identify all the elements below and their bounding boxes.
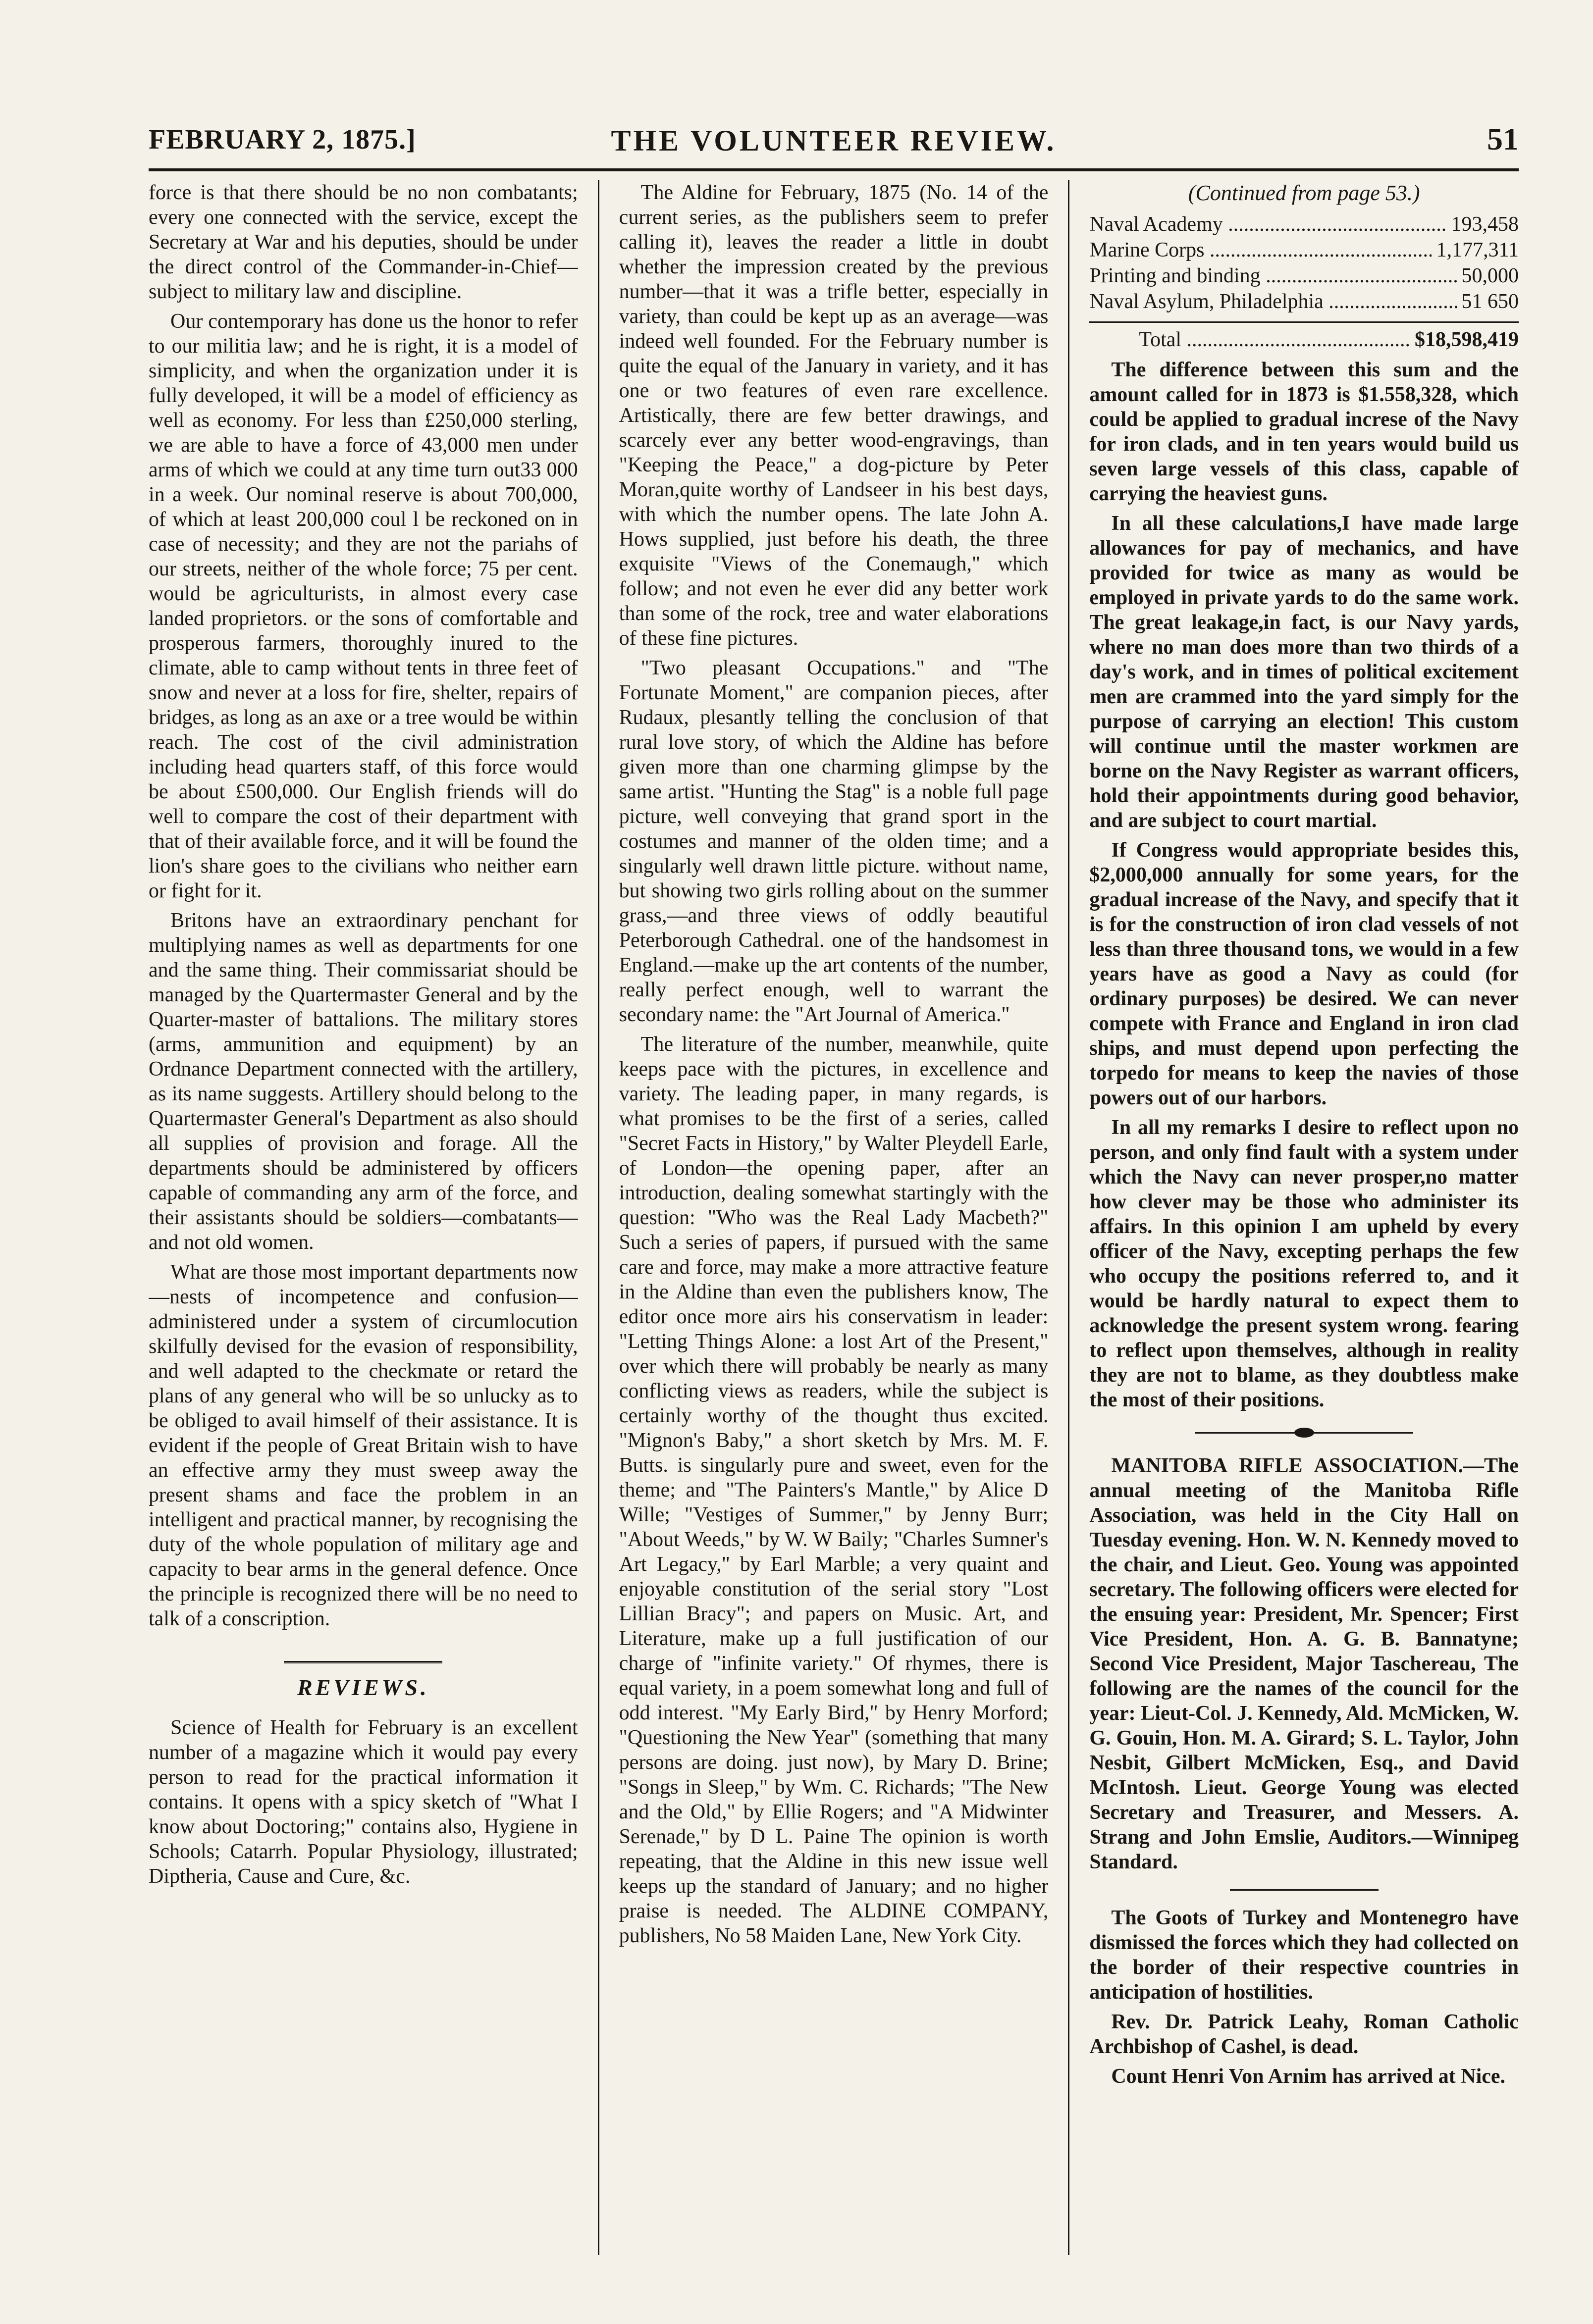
section-divider <box>1195 1432 1413 1434</box>
row-amount: 50,000 <box>1461 264 1519 287</box>
section-divider <box>1230 1889 1379 1891</box>
journal-title: THE VOLUNTEER REVIEW. <box>611 124 1057 157</box>
row-amount: 51 650 <box>1461 290 1519 313</box>
page-number: 51 <box>1487 121 1519 156</box>
navy-paragraph: If Congress would appropriate besides this, $2,000,000 annually for some years, for the gradual increase of the Navy, and specify that it is for the construction of iron clad vessels of not less than three thousand tons, we would in a few years have as good a Navy as could (for ordinary purposes) be desired. We can never compete with France and England in iron clad ships, and must depend upon perfecting the torpedo for means to keep the navies of those powers out of our harbors. <box>1089 839 1519 1109</box>
row-label: Naval Academy ..... <box>1089 211 1446 237</box>
review-paragraph: Science of Health for February is an excellent number of a magazine which it would pay every person to read for the practical information it contains. It opens with a spicy sketch of "What I know about Doctoring;" contains also, Hygiene in Schools; Catarrh. Popular Physiology, illustrated; Diptheria, Cause and Cure, &c. <box>149 1716 578 1888</box>
navy-paragraph: The difference between this sum and the amount called for in 1873 is $1.558,328, which could be applied to gradual increse of the Navy for iron clads, and in ten years would build us seven large vessels of this class, capable of carrying the heaviest guns. <box>1089 359 1519 505</box>
manitoba-rifle-paragraph: MANITOBA RIFLE ASSOCIATION.—The annual meeting of the Manitoba Rifle Association, was held in the City Hall on Tuesday evening. Hon. W. N. Kennedy moved to the chair, and Lieut. Geo. Young was appointed secretary. The following officers were elected for the ensuing year: President, Mr. Spencer; First Vice President, Hon. A. G. B. Bannatyne; Second Vice President, Major Taschereau, The following are the names of the council for the year: Lieut-Col. J. Kennedy, Ald. McMicken, W. G. Gouin, Hon. M. A. Girard; S. L. Taylor, John Nesbit, Gilbert McMicken, Esq., and David McIntosh. Lieut. George Young was elected Secretary and Treasurer, and Messers. A. Strang and John Emslie, Auditors.—Winnipeg Standard. <box>1089 1454 1519 1873</box>
news-item: Rev. Dr. Patrick Leahy, Roman Catholic Archbishop of Cashel, is dead. <box>1089 2011 1519 2058</box>
militia-paragraph: force is that there should be no non combatants; every one connected with the service, except the Secretary at War and his deputies, should be under the direct control of the Commander-in-Chief—subject to military law and discipline. <box>149 181 578 303</box>
reviews-heading: REVIEWS. <box>297 1675 429 1700</box>
row-label: Printing and binding ..... <box>1089 263 1456 289</box>
table-row <box>1089 211 1519 237</box>
table-total-row <box>1089 321 1519 353</box>
row-label: Marine Corps ..... <box>1089 237 1431 263</box>
news-item: The Goots of Turkey and Montenegro have dismissed the forces which they had collected on the border of their respective countries in anticipation of hostilities. <box>1089 1907 1519 2004</box>
column-middle <box>599 180 1070 2255</box>
masthead <box>149 114 1519 171</box>
militia-paragraph: What are those most important departments now—nests of incompetence and confusion—administered under a system of circumlocution skilfully devised for the evasion of responsibility, and well adapted to the checkmate or retard the plans of any general who will be so unlucky as to be obliged to avail himself of their assistance. It is evident if the people of Great Britain wish to have an effective army they must sweep away the present shams and face the problem in an intelligent and practical manner, by recognising the duty of the whole population of military age and capacity to bear arms in the general defence. Once the principle is recognized there will be no need to talk of a conscription. <box>149 1261 578 1630</box>
navy-paragraph: In all my remarks I desire to reflect upon no person, and only find fault with a system under which the Navy can never prosper,no matter how clever may be those who administer its affairs. In this opinion I am upheld by every officer of the Navy, excepting perhaps the few who occupy the positions referred to, and it would be hardly natural to expect them to acknowledge the present system wrong. fearing to reflect upon themselves, although in reality they are not to blame, as they doubtless make the most of their positions. <box>1089 1116 1519 1411</box>
table-row <box>1089 237 1519 263</box>
aldine-review-paragraph: The Aldine for February, 1875 (No. 14 of the current series, as the publishers seem to prefer calling it), leaves the reader a little in doubt whether the impression created by the previous number—that it was a trifle better, especially in variety, than could be kept up as an average—was indeed well founded. For the February number is quite the equal of the January in variety, and it has one or two features of even rare excellence. Artistically, there are few better drawings, and scarcely ever any better wood-engravings, than "Keeping the Peace," a dog-picture by Peter Moran,quite worthy of Landseer in his best days, with which the number opens. The late John A. Hows supplied, just before his death, the three exquisite "Views of the Conemaugh," which follow; and not even he ever did any better work than some of the rock, tree and water elaborations of these fine pictures. <box>619 181 1049 650</box>
table-row <box>1089 263 1519 289</box>
total-amount: $18,598,419 <box>1415 328 1519 351</box>
row-label: Naval Asylum, Philadelphia ..... <box>1089 289 1456 314</box>
issue-date: FEBRUARY 2, 1875.] <box>149 124 416 155</box>
aldine-review-paragraph: The literature of the number, meanwhile, quite keeps pace with the pictures, in excellence and variety. The leading paper, in many regards, is what promises to be the first of a series, called "Secret Facts in History," by Walter Pleydell Earle, of London—the opening paper, after an introduction, dealing somewhat startingly with the question: "Who was the Real Lady Macbeth?" Such a series of papers, if pursued with the same care and force, may make a more attractive feature in the Aldine than even the publishers know, The editor once more airs his conservatism in leader: "Letting Things Alone: a lost Art of the Present," over which there will probably be nearly as many conflicting views as readers, while the subject is certainly worthy of the thought thus excited. "Mignon's Baby," a short sketch by Mrs. M. F. Butts. is singularly pure and sweet, even for the theme; and "The Painters's Mantle," by Alice D Wille; "Vestiges of Summer," by Jenny Burr; "About Weeds," by W. W Baily; "Charles Sumner's Art Legacy," by Earl Marble; a very quaint and enjoyable constitution of the serial story "Lost Lillian Bracy"; and papers on Music. Art, and Literature, make up a full justification of our charge of "infinite variety." Of rhymes, there is equal variety, in a poem somewhat long and full of odd interest. "My Early Bird," by Henry Morford; "Questioning the New Year" (something that many persons are doing. just now), by Mary D. Brine; "Songs in Sleep," by Wm. C. Richards; "The New and the Old," by Ellie Rogers; and "A Midwinter Serenade," by D L. Paine The opinion is worth repeating, that the Aldine in this new issue well keeps up the standard of January; and no higher praise is needed. The ALDINE COMPANY, publishers, No 58 Maiden Lane, New York City. <box>619 1033 1049 1947</box>
continued-note: (Continued from page 53.) <box>1188 181 1420 205</box>
news-item: Count Henri Von Arnim has arrived at Nice. <box>1111 2065 1506 2088</box>
column-right <box>1069 180 1519 2255</box>
navy-paragraph: In all these calculations,I have made large allowances for pay of mechanics, and have provided for twice as many as would be employed in private yards to do the same work. The great leakage,in fact, is our Navy yards, where no man does more than two thirds of a day's work, and in times of political excitement men are crammed into the yard simply for the purpose of carrying an election! This custom will continue until the master workmen are borne on the Navy Register as warrant officers, hold their appointments during good behavior, and are subject to court martial. <box>1089 512 1519 832</box>
section-divider <box>284 1661 442 1666</box>
article-columns <box>149 180 1519 2255</box>
total-label: Total ..... <box>1089 327 1410 353</box>
militia-paragraph: Our contemporary has done us the honor to refer to our militia law; and he is right, it is a model of simplicity, and when the organization under it is fully developed, it will be a model of efficiency as well as economy. For less than £250,000 sterling, we are able to have a force of 43,000 men under arms of which we could at any time turn out33 000 in a week. Our nominal reserve is about 700,000, of which at least 200,000 coul l be reckoned on in case of necessity; and they are not the pariahs of our streets, neither of the whole force; 75 per cent. would be agriculturists, in almost every case landed proprietors. or the sons of comfortable and prosperous farmers, thoroughly inured to the climate, able to camp without tents in three feet of snow and never at a loss for fire, shelter, repairs of bridges, as long as an axe or a tree would be within reach. The cost of the civil administration including head quarters staff, of this force would be about £500,000. Our English friends will do well to compare the cost of their department with that of their available force, and it will be found the lion's share goes to the civilians who neither earn or fight for it. <box>149 310 578 902</box>
column-left <box>149 180 599 2255</box>
table-row <box>1089 289 1519 314</box>
militia-paragraph: Britons have an extraordinary penchant for multiplying names as well as departments for one and the same thing. Their commissariat should be managed by the Quartermaster General and by the Quarter-master of battalions. The military stores (arms, ammunition and equipment) by an Ordnance Department connected with the artillery, as its name suggests. Artillery should belong to the Quartermaster General's Department as also should all supplies of provision and forage. All the departments should be administered by officers capable of commanding any arm of the force, and their assistants should be soldiers—combatants—and not old women. <box>149 909 578 1254</box>
aldine-review-paragraph: "Two pleasant Occupations." and "The Fortunate Moment," are companion pieces, after Rudaux, plesantly telling the conclusion of that rural love story, of which the Aldine has before given more than one charming glimpse by the same artist. "Hunting the Stag" is a noble full page picture, well conveying that grand sport in the costumes and manner of the olden time; and a singularly well drawn little picture. without name, but showing two girls rolling about on the summer grass,—and three views of oddly beautiful Peterborough Cathedral. one of the handsomest in England.—make up the art contents of the number, really perfect enough, well to warrant the secondary name: the "Art Journal of America." <box>619 657 1049 1026</box>
row-amount: 193,458 <box>1451 213 1519 236</box>
navy-expense-table <box>1089 211 1519 353</box>
row-amount: 1,177,311 <box>1436 239 1519 261</box>
